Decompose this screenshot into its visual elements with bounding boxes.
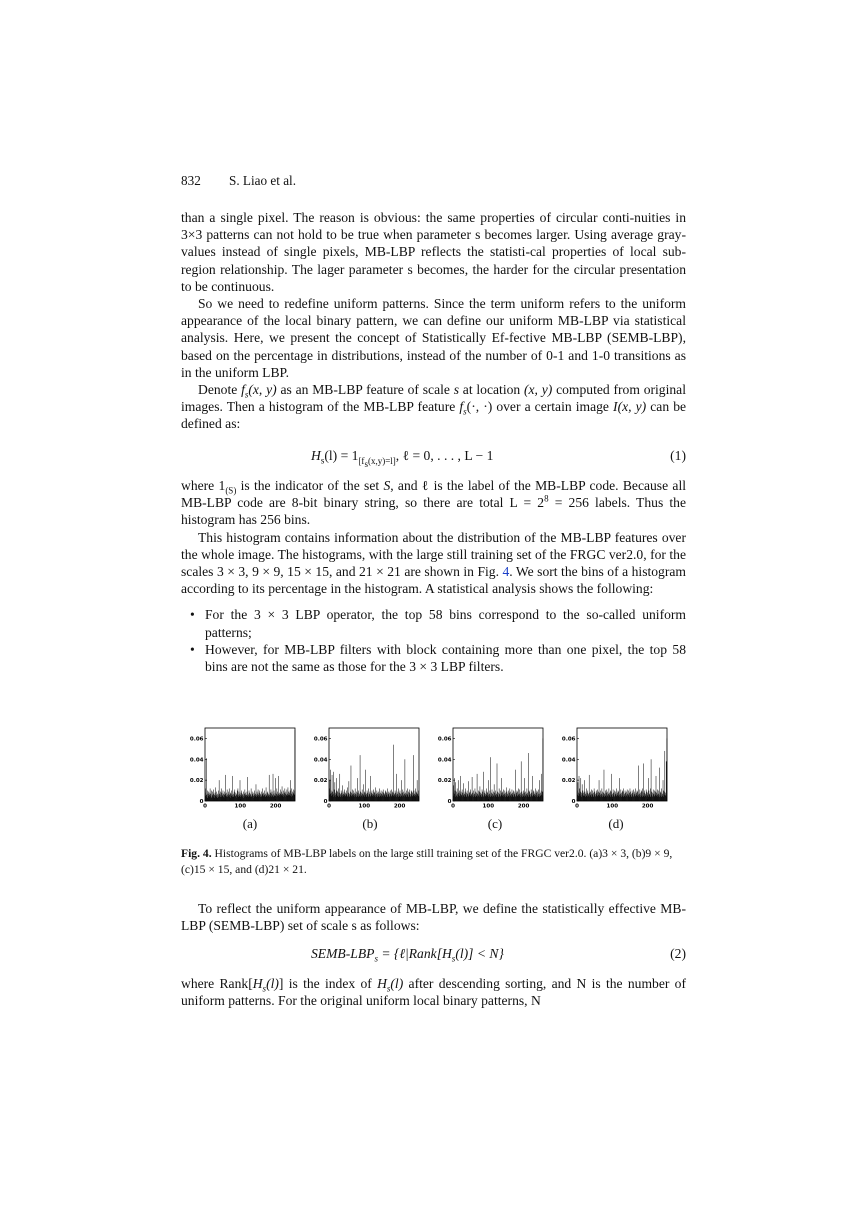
bullet-item-1: • For the 3 × 3 LBP operator, the top 58 bins correspond to the so-called uniform patterns; [181,606,686,640]
y-tick-label: 0 [199,799,204,805]
y-tick-label: 0.06 [313,736,328,743]
histogram-bar [667,738,668,801]
sublabel-a: (a) [242,816,258,831]
x-tick-label: 100 [482,803,495,810]
x-tick-label: 0 [203,803,207,810]
body-text-middle [181,477,686,675]
histogram-bar [360,755,361,801]
body-text-bottom [181,900,686,934]
x-tick-label: 200 [393,803,406,810]
histogram-bar [206,758,207,801]
x-tick-label: 100 [358,803,371,810]
y-tick-label: 0 [447,799,452,805]
sublabel-d: (d) [608,816,624,831]
paragraph-7: where $Rank[H_s(l)]$ is the index of $H_s(l)$ after descending sorting, and N is the number of uniform patterns. For the original uniform local binary patterns, N [181,976,686,1009]
histogram-bar [419,797,420,801]
histogram-bar [604,770,605,801]
histogram-panel-c [436,722,548,810]
y-tick-label: 0 [571,799,576,805]
x-tick-label: 0 [575,803,579,810]
running-authors: S. Liao et al. [229,173,297,188]
body-text-end [181,975,686,1009]
paragraph-6: To reflect the uniform appearance of MB-LBP, we define the statistically effective MB-LBP (SEMB-LBP) set of scale s as follows: [181,901,686,934]
histogram-panel-b [312,722,424,810]
histogram-bar [295,730,296,801]
running-header [181,173,296,189]
histogram-bar [666,761,667,801]
sublabel-c: (c) [487,816,503,831]
x-tick-label: 200 [641,803,654,810]
plot-frame [205,728,295,801]
equation-2: SEMB-$LBP_s$ = $\{\ell|Rank[H_s(l)] < N\}$ (2) [311,946,686,964]
x-tick-label: 100 [234,803,247,810]
histogram-bar [413,755,414,801]
paragraph-4: where $1_{(S)}$ is the indicator of the set S, and ℓ is the label of the MB-LBP code. Because all MB-LBP code are 8-bit binary string, so there are total $L = 2^8 = 256$ labels. Thus the histogram has 256 bins. [181,478,687,528]
histogram-panel-a [188,722,300,810]
y-tick-label: 0.02 [437,778,452,785]
equation-1-number: (1) [670,448,686,463]
histogram-bar [490,757,491,801]
histogram-bar [393,745,394,801]
paragraph-5: This histogram contains information about the distribution of the MB-LBP features over the whole image. The histograms, with the large still training set of the FRGC ver2.0, for the scales 3 × 3, 9 × 9, 15 × 15, and 21 × 21 are shown in Fig. 4. We sort the bins of a histogram according to its percentage in the histogram. A statistical analysis shows the following: [181,529,686,597]
bullet-item-2: • However, for MB-LBP filters with block containing more than one pixel, the top 58 bins are not the same as those for the 3 × 3 LBP filters. [181,641,686,675]
y-tick-label: 0.04 [189,757,204,764]
y-tick-label: 0.04 [561,757,576,764]
histogram-panel-d [560,722,672,810]
histogram-bar [665,751,666,801]
y-tick-label: 0.02 [561,778,576,785]
paragraph-1: than a single pixel. The reason is obvious: the same properties of circular conti-nuities in 3×3 patterns can not hold to be true when parameter s becomes larger. Using average gray-values instead of single pixels, MB-LBP reflects the statisti-cal properties of local sub-region relationship. The lager parameter s becomes, the harder for the circular presentation to be continuous. [181,210,686,294]
plot-frame [453,728,543,801]
figure-caption [181,846,686,877]
caption-text: Histograms of MB-LBP labels on the large still training set of the FRGC ver2.0. (a)3 × 3, (b)9 × 9, (c)15 × 15, and (d)21 × 21. [181,847,673,876]
y-tick-label: 0.02 [189,778,204,785]
x-tick-label: 200 [269,803,282,810]
y-tick-label: 0.04 [437,757,452,764]
histogram-bar [521,761,522,801]
equation-2-number: (2) [670,946,686,961]
paragraph-3: Denote $f_s(x$, y) as an MB-LBP feature of scale s at location (x, y) computed from original images. Then a histogram of the MB-LBP feature $f_s(\cdot$, ·) over a certain image I(x, y) can be defined as: [181,382,687,432]
histogram-bar [528,753,529,801]
body-text-top [181,209,686,433]
plot-frame [577,728,667,801]
y-tick-label: 0.06 [437,736,452,743]
figure-reference-link[interactable]: 4 [502,564,510,580]
y-tick-label: 0.06 [561,736,576,743]
x-tick-label: 0 [327,803,331,810]
equation-1: $H_s(l) = 1_{[f_s(x,y)=l]}$, ℓ = 0, . . . , L − 1 (1) [311,448,686,469]
paragraph-2: So we need to redefine uniform patterns. Since the term uniform refers to the uniform appearance of the local binary pattern, we can define our uniform MB-LBP via statistical analysis. Here, we present the concept of Statistically Ef-fective MB-LBP (SEMB-LBP), based on the percentage in distributions, instead of the number of 0-1 and 1-0 transitions as in the uniform LBP. [181,296,686,380]
page-number: 832 [181,173,201,188]
sublabel-b: (b) [362,816,378,831]
y-tick-label: 0 [323,799,328,805]
histogram-bar [643,763,644,801]
histogram-bar [515,770,516,801]
y-tick-label: 0.02 [313,778,328,785]
bullet-list [181,606,686,675]
x-tick-label: 0 [451,803,455,810]
x-tick-label: 200 [517,803,530,810]
histogram-bar [543,738,544,801]
x-tick-label: 100 [606,803,619,810]
histogram-bar [351,766,352,801]
y-tick-label: 0.04 [313,757,328,764]
histogram-bar [483,772,484,801]
caption-label: Fig. 4. [181,847,212,860]
y-tick-label: 0.06 [189,736,204,743]
